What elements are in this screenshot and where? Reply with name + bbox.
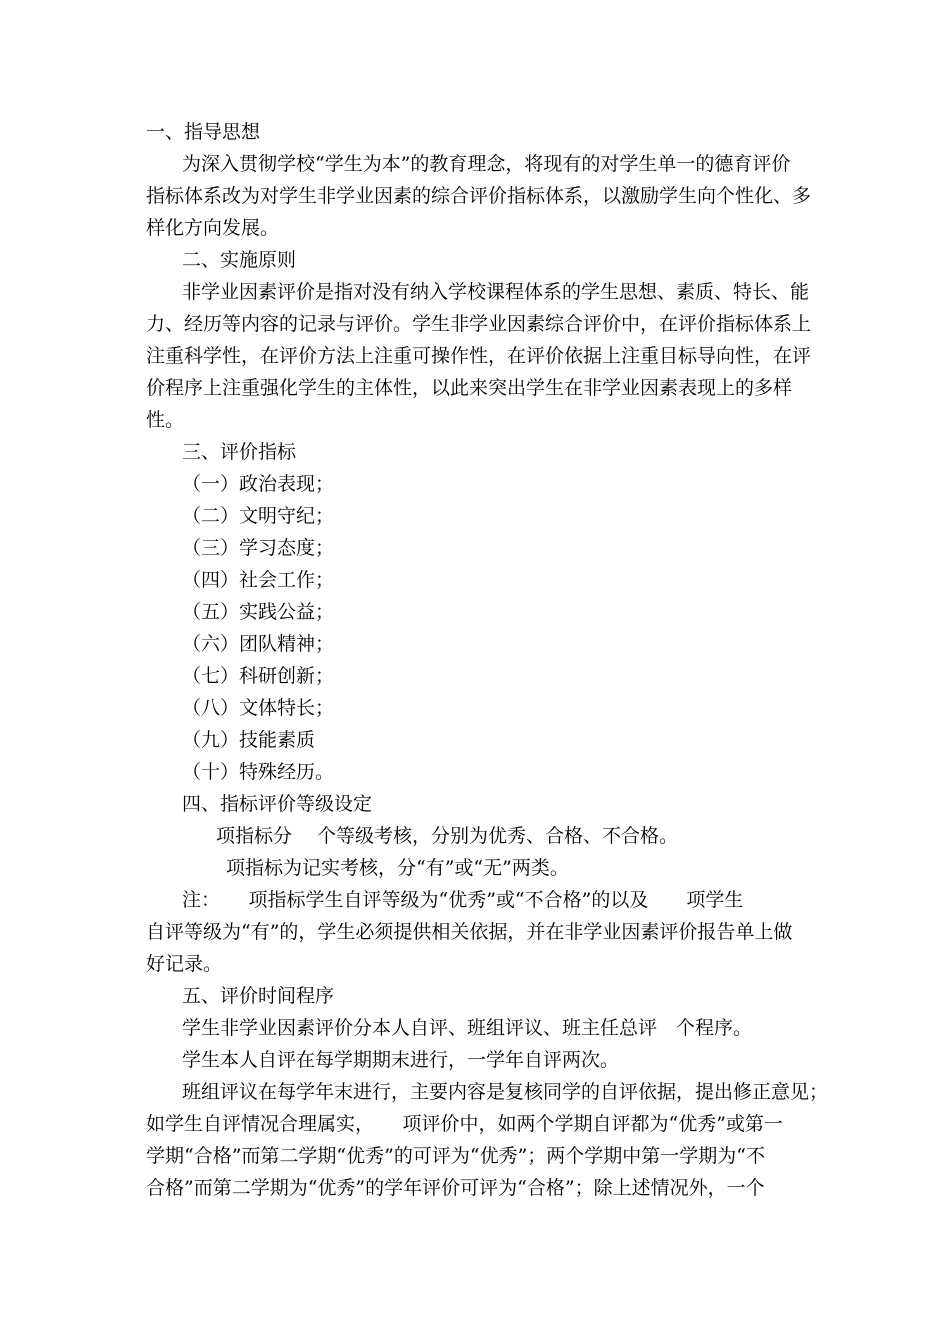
paragraph-line: 指标体系改为对学生非学业因素的综合评价指标体系，以激励学生向个性化、多 [146, 185, 812, 207]
paragraph-line: 合格”而第二学期为“优秀”的学年评价可评为“合格”；除上述情况外，一个 [146, 1177, 765, 1199]
paragraph-line: 非学业因素评价是指对没有纳入学校课程体系的学生思想、素质、特长、能 [182, 281, 810, 303]
note-line: 注： 项指标学生自评等级为“优秀”或“不合格”的以及 项学生 [182, 889, 744, 911]
paragraph-line: 性。 [146, 409, 185, 431]
paragraph-line: 学生非学业因素评价分本人自评、班组评议、班主任总评 个程序。 [182, 1017, 753, 1039]
section-heading-grade-settings: 四、指标评价等级设定 [182, 793, 373, 815]
paragraph-line: 学生本人自评在每学期期末进行，一学年自评两次。 [182, 1049, 620, 1071]
indicator-item: （四）社会工作； [182, 569, 335, 591]
paragraph-line: 样化方向发展。 [146, 217, 280, 239]
indicator-item: （五）实践公益； [182, 601, 335, 623]
section-heading-guiding-thought: 一、指导思想 [146, 121, 261, 143]
indicator-item: （十）特殊经历。 [182, 761, 335, 783]
section-heading-principles: 二、实施原则 [182, 249, 297, 271]
paragraph-line: 项指标分 个等级考核，分别为优秀、合格、不合格。 [216, 825, 679, 847]
paragraph-line: 力、经历等内容的记录与评价。学生非学业因素综合评价中，在评价指标体系上 [146, 313, 812, 335]
note-line: 自评等级为“有”的，学生必须提供相关依据，并在非学业因素评价报告单上做 [146, 921, 793, 943]
indicator-item: （六）团队精神； [182, 633, 335, 655]
paragraph-line: 项指标为记实考核，分“有”或“无”两类。 [226, 857, 569, 879]
indicator-item: （一）政治表现； [182, 473, 335, 495]
paragraph-line: 如学生自评情况合理属实， 项评价中，如两个学期自评都为“优秀”或第一 [146, 1113, 783, 1135]
indicator-item: （八）文体特长； [182, 697, 335, 719]
section-heading-time-procedure: 五、评价时间程序 [182, 985, 335, 1007]
paragraph-line: 为深入贯彻学校“学生为本”的教育理念，将现有的对学生单一的德育评价 [182, 153, 791, 175]
section-heading-indicators: 三、评价指标 [182, 441, 297, 463]
note-line: 好记录。 [146, 953, 223, 975]
paragraph-line: 价程序上注重强化学生的主体性，以此来突出学生在非学业因素表现上的多样 [146, 377, 793, 399]
paragraph-line: 注重科学性，在评价方法上注重可操作性，在评价依据上注重目标导向性，在评 [146, 345, 812, 367]
indicator-item: （三）学习态度； [182, 537, 335, 559]
indicator-item: （九）技能素质 [182, 729, 316, 751]
indicator-item: （二）文明守纪； [182, 505, 335, 527]
paragraph-line: 学期“合格”而第二学期“优秀”的可评为“优秀”；两个学期中第一学期为“不 [146, 1145, 765, 1167]
paragraph-line: 班组评议在每学年末进行，主要内容是复核同学的自评依据，提出修正意见； [182, 1081, 829, 1103]
indicator-item: （七）科研创新； [182, 665, 335, 687]
